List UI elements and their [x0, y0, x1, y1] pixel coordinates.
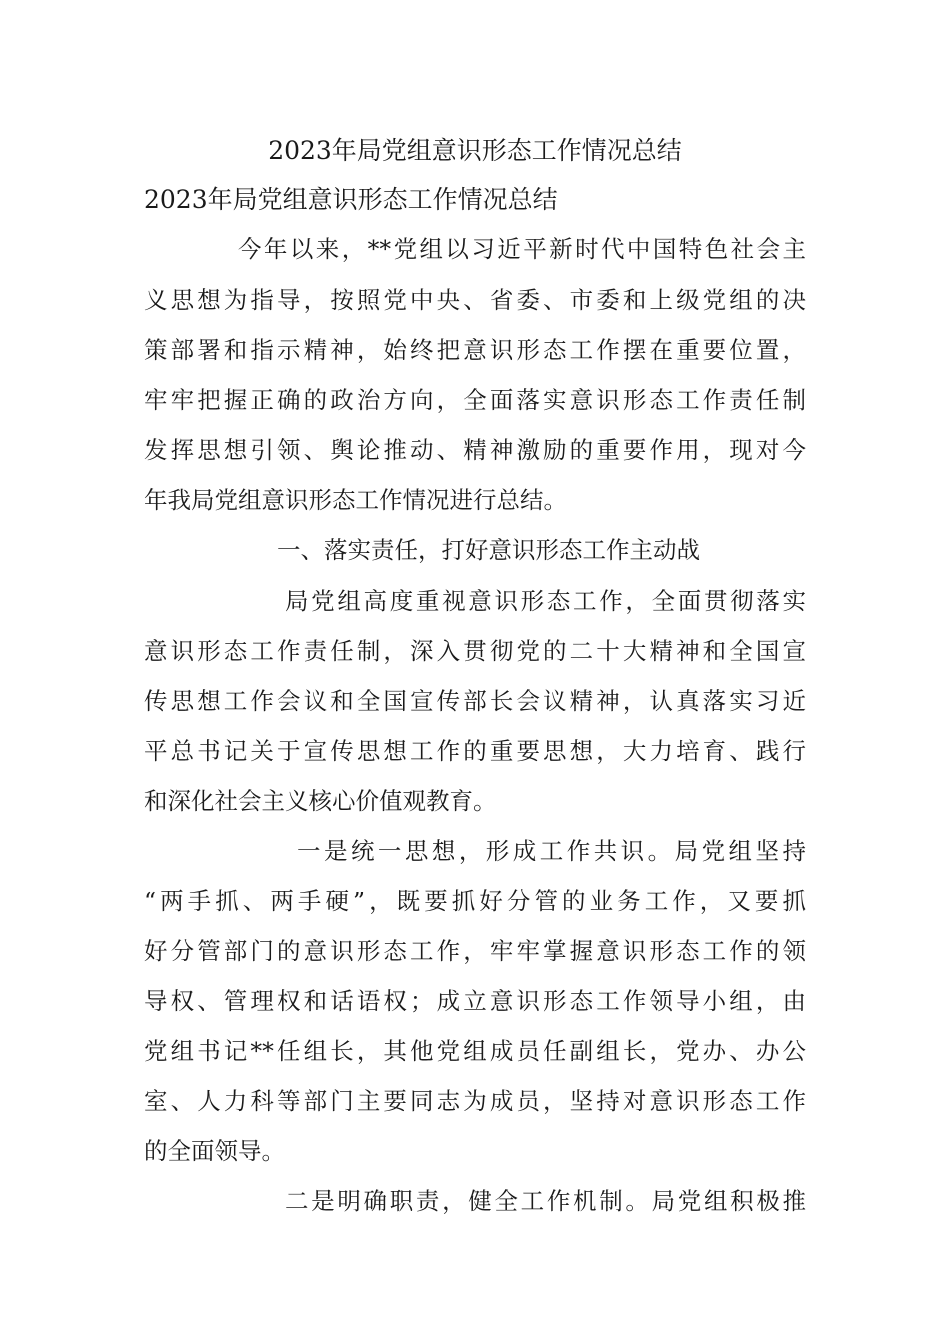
paragraph-line: 牢牢把握正确的政治方向，全面落实意识形态工作责任制: [144, 386, 806, 414]
paragraph-line: 策部署和指示精神，始终把意识形态工作摆在重要位置，: [144, 336, 806, 364]
paragraph-line: “两手抓、两手硬”，既要抓好分管的业务工作，又要抓: [144, 887, 806, 915]
paragraph-line: 党组书记**任组长，其他党组成员任副组长，党办、办公: [144, 1037, 806, 1065]
paragraph-line: 局党组高度重视意识形态工作，全面贯彻落实: [285, 587, 806, 615]
paragraph-line: 义思想为指导，按照党中央、省委、市委和上级党组的决: [144, 286, 806, 314]
paragraph-line: 好分管部门的意识形态工作，牢牢掌握意识形态工作的领: [144, 937, 806, 965]
paragraph-line: 意识形态工作责任制，深入贯彻党的二十大精神和全国宣: [144, 637, 806, 665]
paragraph-line: 年我局党组意识形态工作情况进行总结。: [144, 486, 567, 514]
document-subtitle: 2023年局党组意识形态工作情况总结: [144, 185, 558, 214]
paragraph-line: 发挥思想引领、舆论推动、精神激励的重要作用，现对今: [144, 436, 806, 464]
section-heading: 一、落实责任，打好意识形态工作主动战: [277, 536, 700, 564]
paragraph-line: 一是统一思想，形成工作共识。局党组坚持: [297, 837, 806, 865]
paragraph-line: 和深化社会主义核心价值观教育。: [144, 787, 497, 815]
paragraph-line: 的全面领导。: [144, 1137, 285, 1165]
paragraph-line: 室、人力科等部门主要同志为成员，坚持对意识形态工作: [144, 1087, 806, 1115]
paragraph-line: 导权、管理权和话语权；成立意识形态工作领导小组，由: [144, 987, 806, 1015]
paragraph-line: 平总书记关于宣传思想工作的重要思想，大力培育、践行: [144, 737, 806, 765]
paragraph-line: 二是明确职责，健全工作机制。局党组积极推: [285, 1187, 806, 1215]
paragraph-line: 传思想工作会议和全国宣传部长会议精神，认真落实习近: [144, 687, 806, 715]
paragraph-line: 今年以来，**党组以习近平新时代中国特色社会主: [238, 235, 806, 263]
document-title: 2023年局党组意识形态工作情况总结: [268, 136, 682, 165]
